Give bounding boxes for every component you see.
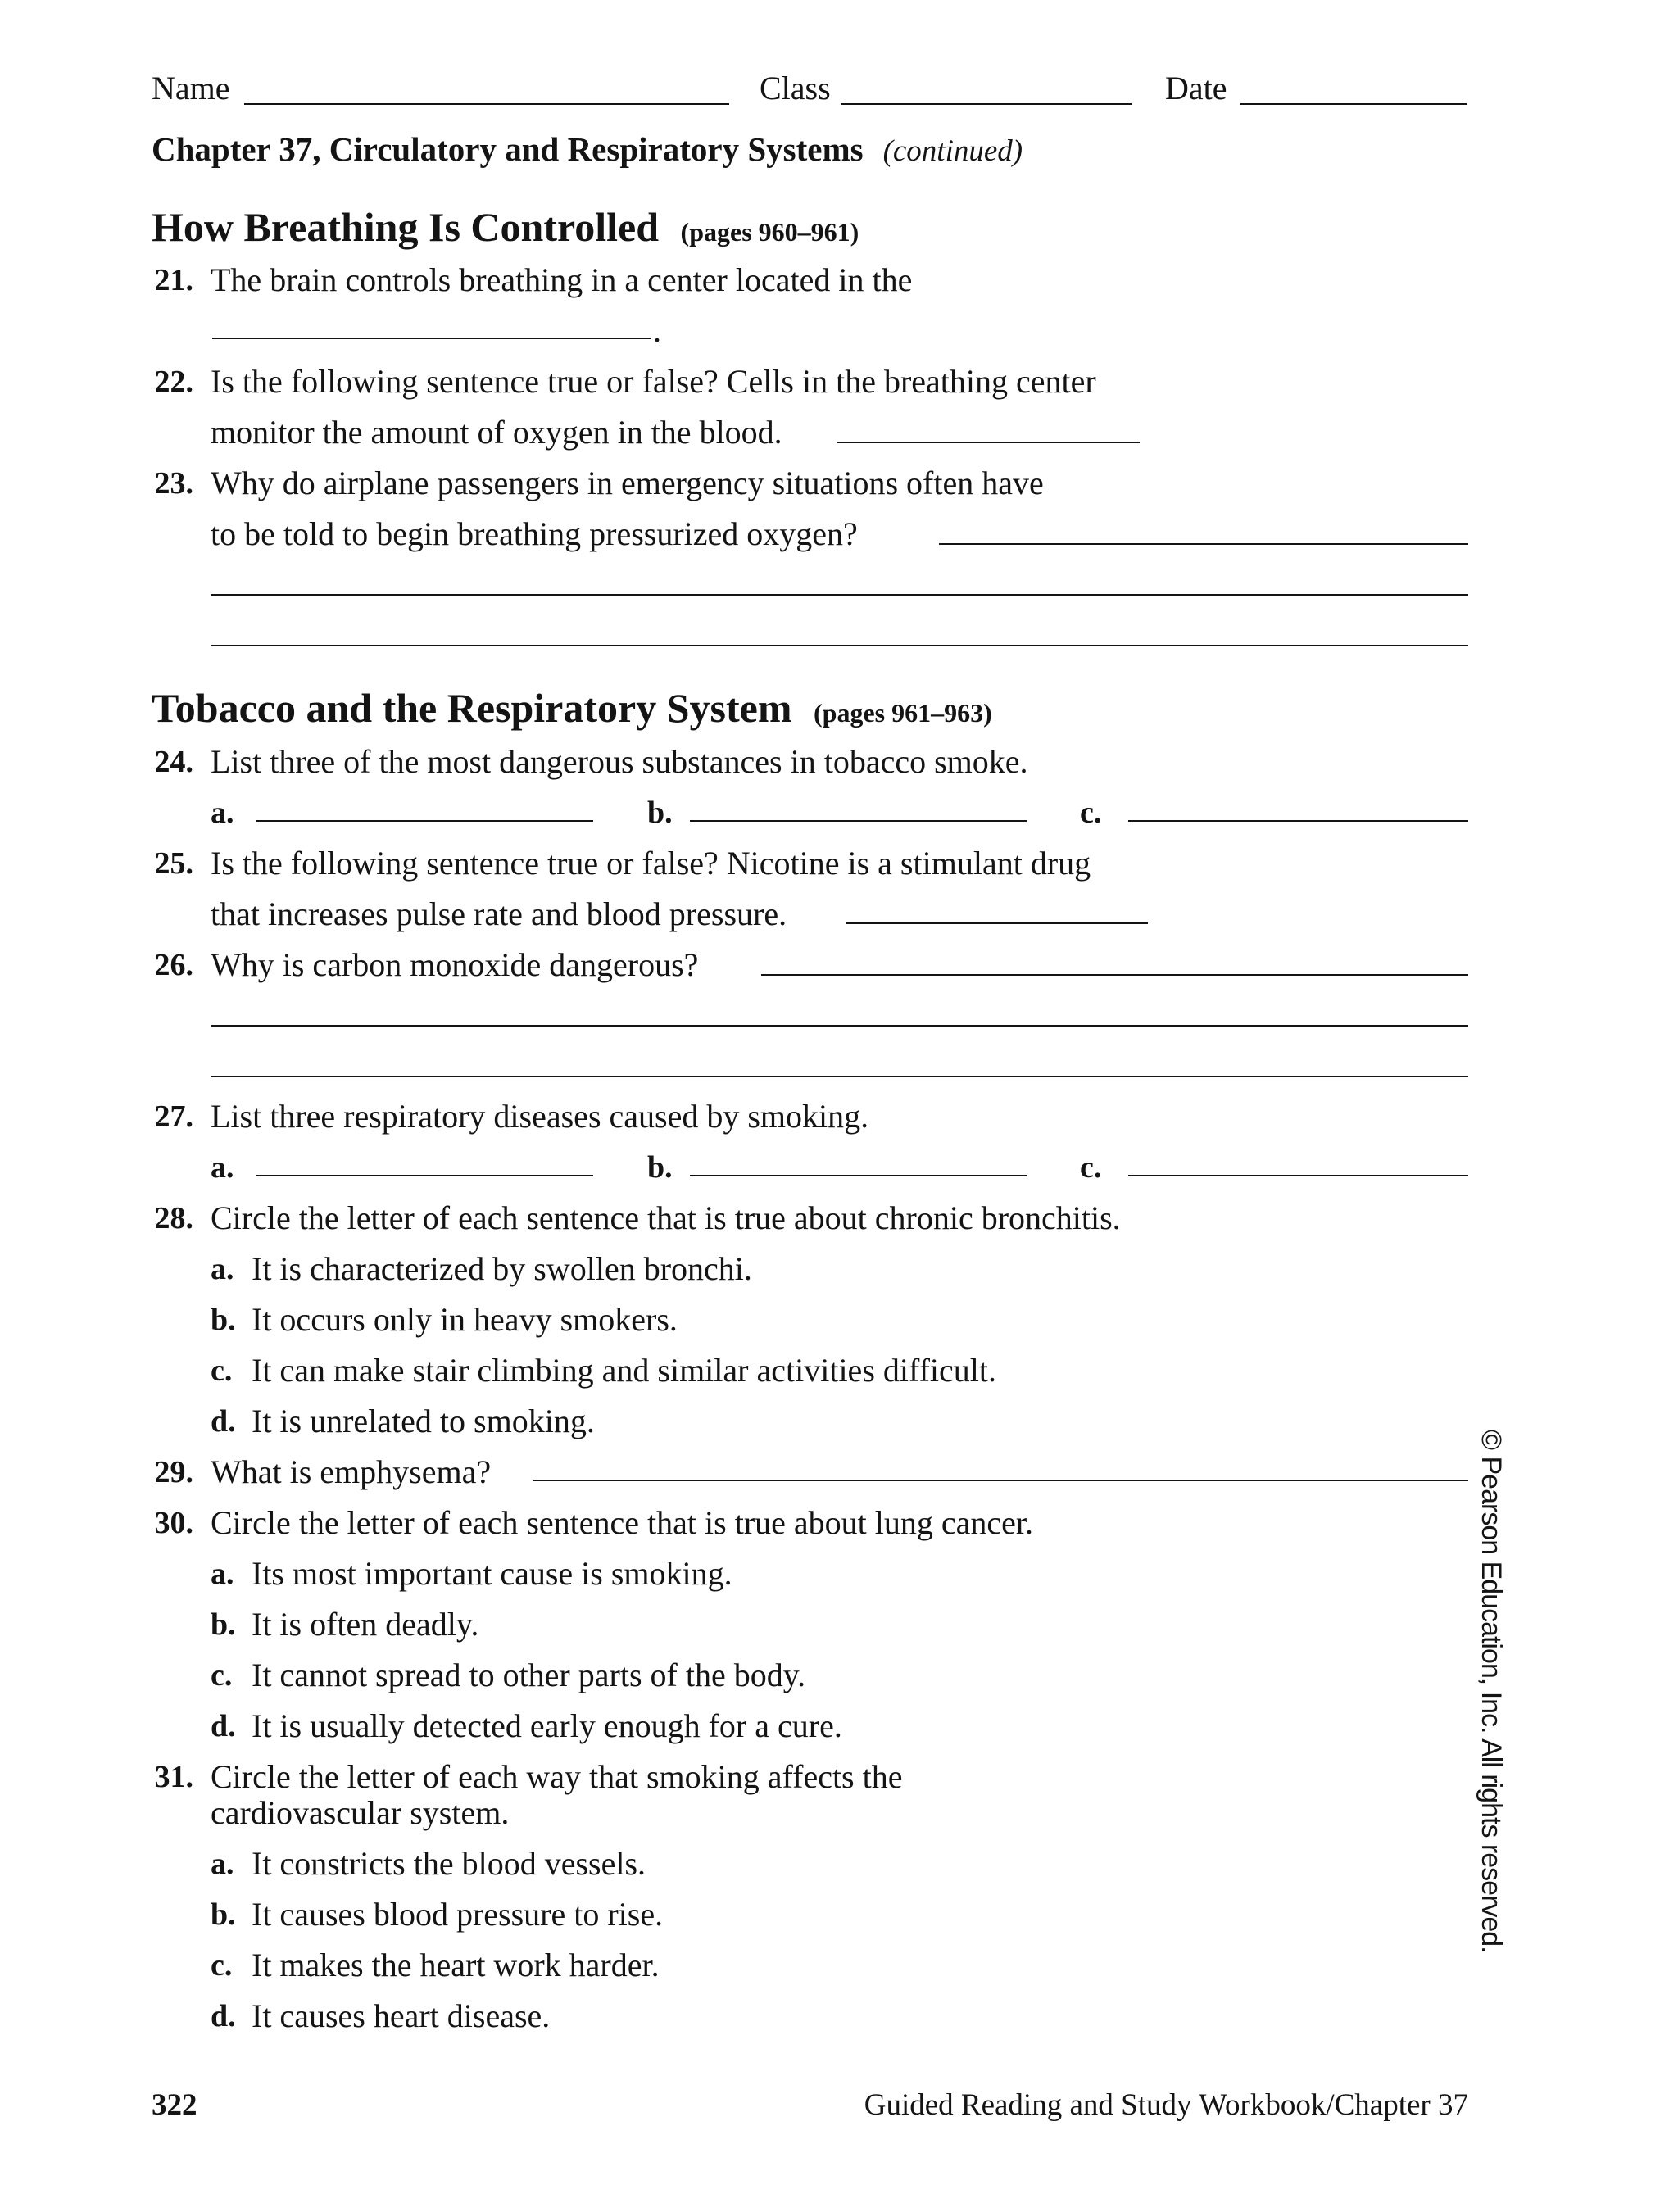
answer-line[interactable] xyxy=(212,338,651,339)
section-pages: (pages 961–963) xyxy=(813,698,992,728)
question-number: 26. xyxy=(154,948,193,982)
copyright-notice: © Pearson Education, Inc. All rights reserved. xyxy=(1476,1430,1507,1953)
option-text: It causes blood pressure to rise. xyxy=(252,1896,664,1933)
option-letter[interactable]: d. xyxy=(211,1999,236,2033)
question-text: What is emphysema? xyxy=(211,1453,492,1490)
question-text: Circle the letter of each sentence that is true about chronic bronchitis. xyxy=(211,1199,1121,1236)
option-text: It is often deadly. xyxy=(252,1606,479,1643)
answer-line[interactable] xyxy=(837,442,1140,443)
date-label: Date xyxy=(1165,70,1227,107)
answer-line[interactable] xyxy=(939,543,1468,545)
question-number: 21. xyxy=(154,263,193,297)
option-text: Its most important cause is smoking. xyxy=(252,1555,732,1592)
option-letter[interactable]: c. xyxy=(211,1948,233,1983)
question-text: Why is carbon monoxide dangerous? xyxy=(211,946,699,983)
chapter-title: Chapter 37, Circulatory and Respiratory Systems xyxy=(152,130,864,168)
answer-label: a. xyxy=(211,1150,234,1185)
question-text: Is the following sentence true or false? Cells in the breathing center xyxy=(211,363,1096,400)
answer-label: c. xyxy=(1080,1150,1102,1185)
answer-line[interactable] xyxy=(256,1175,593,1176)
section-title: Tobacco and the Respiratory System xyxy=(152,685,792,731)
option-letter[interactable]: a. xyxy=(211,1557,234,1591)
question-text: Circle the letter of each sentence that is true about lung cancer. xyxy=(211,1504,1034,1541)
question-text: monitor the amount of oxygen in the blood. xyxy=(211,414,782,451)
option-letter[interactable]: d. xyxy=(211,1709,236,1743)
question-text: Why do airplane passengers in emergency situations often have xyxy=(211,465,1044,501)
option-letter[interactable]: d. xyxy=(211,1404,236,1439)
section-pages: (pages 960–961) xyxy=(680,217,859,247)
answer-line[interactable] xyxy=(1128,1175,1468,1176)
answer-line[interactable] xyxy=(211,645,1468,646)
option-text: It can make stair climbing and similar activities difficult. xyxy=(252,1352,997,1389)
answer-line[interactable] xyxy=(256,820,593,822)
date-field[interactable] xyxy=(1240,103,1467,105)
name-label: Name xyxy=(152,70,230,107)
answer-line[interactable] xyxy=(211,1025,1468,1027)
name-field[interactable] xyxy=(244,103,729,105)
question-text: The brain controls breathing in a center located in the xyxy=(211,261,913,298)
question-number: 25. xyxy=(154,846,193,881)
question-number: 24. xyxy=(154,745,193,779)
option-letter[interactable]: a. xyxy=(211,1847,234,1881)
question-text: that increases pulse rate and blood pressure. xyxy=(211,895,787,932)
option-letter[interactable]: b. xyxy=(211,1303,236,1337)
answer-label: b. xyxy=(647,796,673,830)
option-text: It is characterized by swollen bronchi. xyxy=(252,1250,752,1287)
question-number: 30. xyxy=(154,1506,193,1540)
answer-line[interactable] xyxy=(846,922,1148,924)
option-text: It cannot spread to other parts of the body. xyxy=(252,1657,806,1693)
answer-label: b. xyxy=(647,1150,673,1185)
class-label: Class xyxy=(760,70,831,107)
question-text: List three respiratory diseases caused by smoking. xyxy=(211,1098,869,1135)
section-heading-breathing xyxy=(152,202,859,256)
answer-line[interactable] xyxy=(690,1175,1027,1176)
question-number: 23. xyxy=(154,466,193,501)
option-text: It makes the heart work harder. xyxy=(252,1947,660,1983)
question-text: Is the following sentence true or false? Nicotine is a stimulant drug xyxy=(211,845,1091,882)
answer-line[interactable] xyxy=(533,1480,1468,1481)
option-letter[interactable]: b. xyxy=(211,1607,236,1642)
option-text: It occurs only in heavy smokers. xyxy=(252,1301,678,1338)
question-text: to be told to begin breathing pressurized oxygen? xyxy=(211,515,858,552)
answer-line[interactable] xyxy=(211,1076,1468,1077)
class-field[interactable] xyxy=(841,103,1132,105)
question-number: 27. xyxy=(154,1099,193,1134)
question-number: 28. xyxy=(154,1201,193,1235)
answer-line[interactable] xyxy=(1128,820,1468,822)
option-letter[interactable]: b. xyxy=(211,1897,236,1932)
option-letter[interactable]: c. xyxy=(211,1658,233,1693)
question-number: 22. xyxy=(154,365,193,399)
answer-label: a. xyxy=(211,796,234,830)
question-number: 31. xyxy=(154,1760,193,1794)
answer-label: c. xyxy=(1080,796,1102,830)
workbook-title: Guided Reading and Study Workbook/Chapter 37 xyxy=(864,2088,1468,2122)
section-title: How Breathing Is Controlled xyxy=(152,204,660,250)
option-text: It is unrelated to smoking. xyxy=(252,1403,595,1439)
answer-line[interactable] xyxy=(690,820,1027,822)
chapter-continued: (continued) xyxy=(882,134,1023,168)
question-text: List three of the most dangerous substances in tobacco smoke. xyxy=(211,743,1028,780)
answer-line[interactable] xyxy=(211,594,1468,596)
question-text: cardiovascular system. xyxy=(211,1794,510,1831)
option-text: It constricts the blood vessels. xyxy=(252,1845,646,1882)
question-text: Circle the letter of each way that smoking affects the xyxy=(211,1758,903,1795)
chapter-header xyxy=(152,129,1023,171)
option-text: It is usually detected early enough for a cure. xyxy=(252,1707,842,1744)
option-text: It causes heart disease. xyxy=(252,1997,551,2034)
page-number: 322 xyxy=(152,2088,197,2122)
question-period: . xyxy=(653,312,661,349)
option-letter[interactable]: c. xyxy=(211,1353,233,1388)
answer-line[interactable] xyxy=(761,974,1468,976)
question-number: 29. xyxy=(154,1455,193,1489)
option-letter[interactable]: a. xyxy=(211,1252,234,1286)
section-heading-tobacco xyxy=(152,683,992,737)
